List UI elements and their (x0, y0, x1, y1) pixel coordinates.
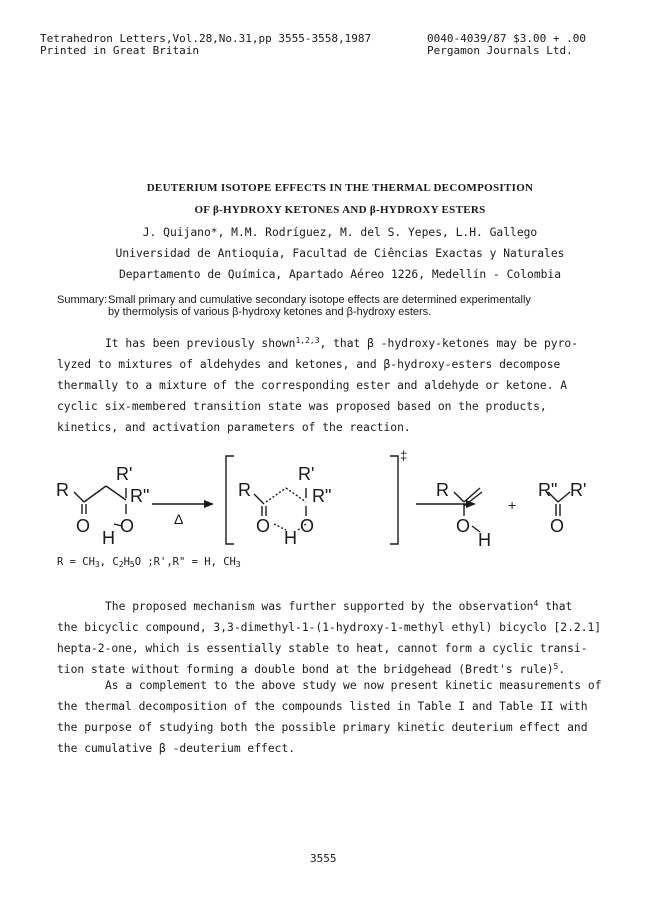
r-group: R (56, 480, 69, 500)
paragraph-2: The proposed mechanism was further supported by the observation$^4$ that the bicyclic compound, 3,3-dimethyl-1-(1-hydroxy-1-methyl ethyl) bicyclo [2.2.1] hepta-2-one, which is essentially stable to heat, cannot form a cyclic transi- tion state without forming a double bond at the bridgehead (Bredt's rule)$^5$. (57, 599, 602, 676)
ts-hydrogen: H (284, 528, 297, 548)
ts-r-group: R (238, 480, 251, 500)
journal-citation: Tetrahedron Letters,Vol.28,No.31,pp 3555-3558,1987 (40, 32, 372, 45)
summary-label: Summary: (57, 294, 108, 306)
summary-line-1: Small primary and cumulative secondary isotope effects are determined experimentally (108, 294, 531, 306)
summary-line-2: by thermolysis of various β-hydroxy ketones and β-hydroxy esters. (108, 306, 432, 318)
transition-state-dagger: ‡ (400, 448, 408, 463)
title-line-2: OF β-HYDROXY KETONES AND β-HYDROXY ESTERS (194, 204, 486, 216)
enol-oxygen: O (456, 516, 471, 536)
r-prime-group: R' (116, 464, 133, 484)
ts-oxygen-2: O (300, 516, 315, 536)
printed-location: Printed in Great Britain (40, 44, 199, 57)
price-code: 0040-4039/87 $3.00 + .00 (427, 32, 586, 45)
ts-oxygen-1: O (256, 516, 271, 536)
carbonyl-oxygen: O (76, 516, 91, 536)
hydroxyl-oxygen: O (120, 516, 135, 536)
affiliation-line-1: Universidad de Antioquia, Facultad de Ciências Exactas y Naturales (115, 247, 565, 260)
affiliation-line-2: Departamento de Química, Apartado Aéreo 1226, Medellín - Colombia (118, 268, 562, 281)
paragraph-1: It has been previously shown$^{1,2,3}$, that β -hydroxy-ketones may be pyro- lyzed to mixtures of aldehydes and ketones, and β-hydroxy-esters decompose thermally to a mixture of the corresponding ester and aldehyde or ketone. A cyclic six-membered transition state was proposed based on the products, kinetics, and activation parameters of the reaction. (57, 336, 578, 434)
scheme-legend: $R = CH_3$, $C_2H_5O$ ;R',R" = H, $CH_3$ (57, 556, 241, 569)
enol-hydrogen: H (478, 530, 491, 550)
heat-symbol: Δ (174, 511, 184, 527)
reaction-scheme (50, 440, 630, 560)
title-line-1: DEUTERIUM ISOTOPE EFFECTS IN THE THERMAL DECOMPOSITION (146, 182, 534, 194)
carbonyl-r-prime: R' (570, 480, 587, 500)
ts-r-prime-group: R' (298, 464, 315, 484)
authors: J. Quijano*, M.M. Rodríguez, M. del S. Yepes, L.H. Gallego (142, 226, 538, 239)
r-double-prime-group: R" (130, 486, 150, 506)
publisher: Pergamon Journals Ltd. (427, 44, 573, 57)
carbonyl-r-double-prime: R" (538, 480, 558, 500)
ts-r-double-prime-group: R" (312, 486, 332, 506)
plus-sign: + (508, 497, 517, 513)
page-number: 3555 (310, 852, 337, 865)
paragraph-3: As a complement to the above study we now present kinetic measurements of the thermal decomposition of the compounds listed in Table I and Table II with the purpose of studying both the possible primary kinetic deuterium effect and the cumulative β -deuterium effect. (57, 679, 602, 755)
enol-r-group: R (436, 480, 449, 500)
carbonyl-product-oxygen: O (550, 516, 565, 536)
hydrogen: H (102, 528, 115, 548)
